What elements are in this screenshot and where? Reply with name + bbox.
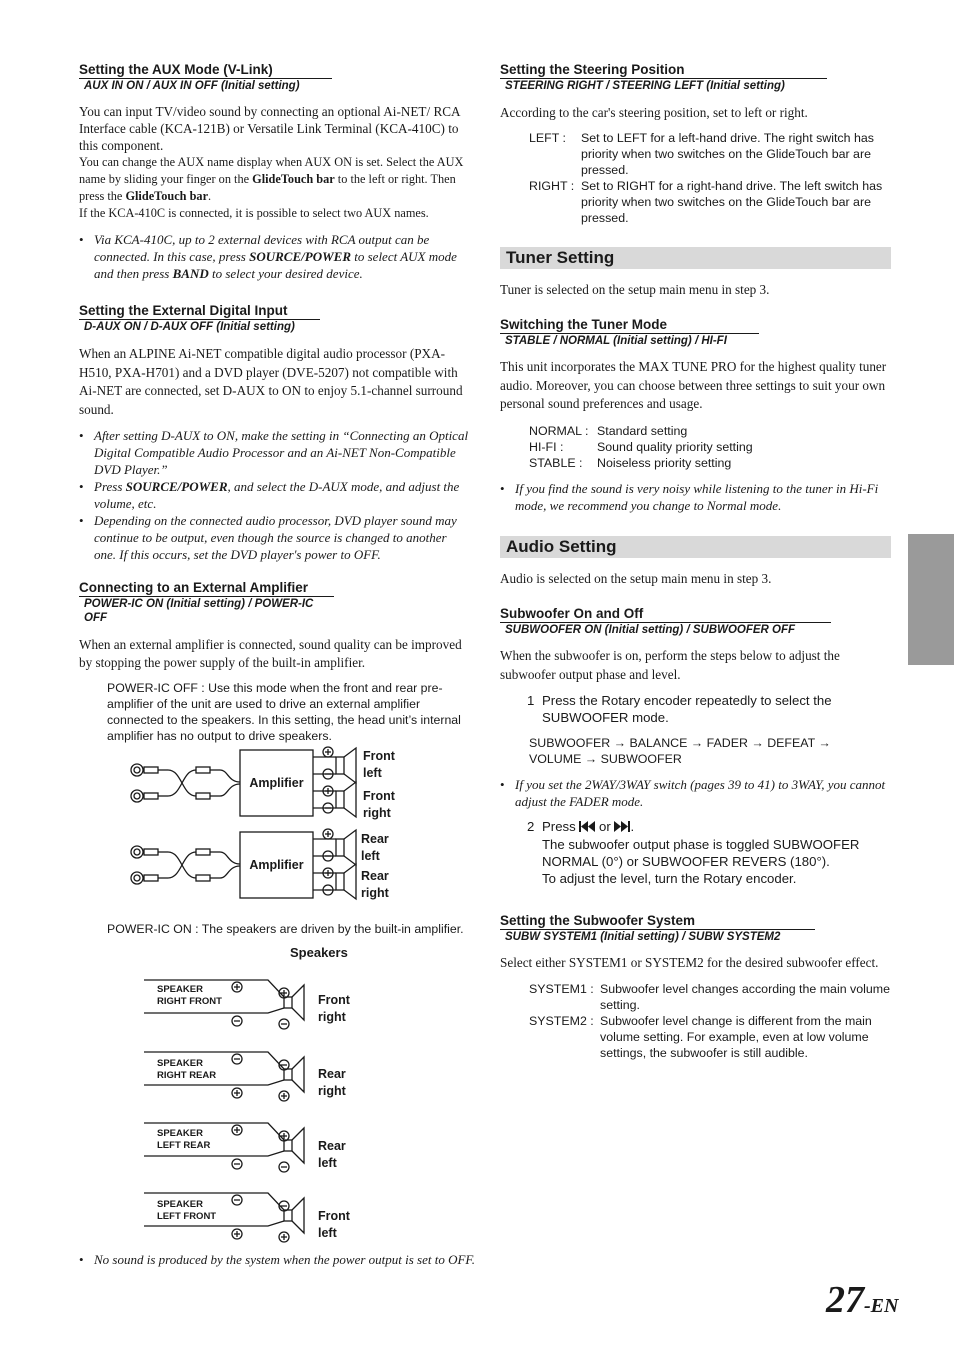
speaker-label-right-rear: SPEAKER RIGHT REAR — [157, 1058, 217, 1081]
rca-plug-icon — [131, 764, 240, 802]
subwoofer-title: Subwoofer On and Off — [500, 606, 644, 621]
subwoofer-system-paragraph: Select either SYSTEM1 or SYSTEM2 for the desired subwoofer effect. — [500, 955, 879, 970]
amp-paragraph: When an external amplifier is connected, sound quality can be improved by stopping the power supply of the built-in amplifier. — [79, 637, 462, 670]
amp-section — [79, 580, 469, 744]
subwoofer-mode-flow: SUBWOOFER → BALANCE → FADER → DEFEAT → VOLUME → SUBWOOFER — [529, 736, 831, 766]
front-right-label: Front right — [363, 789, 395, 820]
rear-left-label: Rear left — [361, 832, 389, 863]
power-ic-off-desc: POWER-IC OFF : Use this mode when the front and rear pre-amplifier of the unit are used to drive an external amplifier connected to the speakers. In this setting, the head unit’s internal amplifier has no output to drive speakers. — [107, 681, 461, 743]
subwoofer-subtitle: SUBWOOFER ON (Initial setting) / SUBWOOFER OFF — [500, 622, 831, 637]
amplifier-label-2: Amplifier — [249, 858, 304, 872]
aux-title: Setting the AUX Mode (V-Link) — [79, 62, 273, 77]
audio-intro: Audio is selected on the setup main menu in step 3. — [500, 571, 772, 586]
rear-right-label: Rear right — [361, 869, 389, 900]
daux-paragraph: When an ALPINE Ai-NET compatible digital audio processor (PXA-H510, PXA-H701) and a DVD player (DVE-5207) not compatible with Ai-NET are connected, set D-AUX to ON to enjoy 5.1-channel surround sound. — [79, 346, 463, 417]
subwoofer-step-2-level: To adjust the level, turn the Rotary encoder. — [542, 871, 797, 886]
subwoofer-note: • If you set the 2WAY/3WAY switch (pages 39 to 41) to 3WAY, you cannot adjust the FADER mode. — [500, 776, 892, 810]
speaker-label-right-front: SPEAKER RIGHT FRONT — [157, 984, 222, 1007]
tuner-intro: Tuner is selected on the setup main menu in step 3. — [500, 282, 770, 297]
daux-note-1: • After setting D-AUX to ON, make the setting in “Connecting an Optical Digital Compatible Audio Processor and an Ai-NET Non-Compatible DVD Player.” — [79, 427, 469, 478]
tuner-mode-section — [500, 317, 892, 514]
tuner-mode-paragraph: This unit incorporates the MAX TUNE PRO for the highest quality tuner audio. Moreover, you can choose between three settings to suit your own personal sound preferences and usage. — [500, 359, 887, 411]
previous-track-icon — [579, 819, 595, 836]
daux-note-3: • Depending on the connected audio processor, DVD player sound may continue to be output, even though the source is changed to another one. If this occurs, set the DVD player's power to OFF. — [79, 512, 469, 563]
amplifier-label-1: Amplifier — [249, 776, 304, 790]
tuner-mode-subtitle: STABLE / NORMAL (Initial setting) / HI-FI — [500, 333, 759, 348]
aux-paragraph-2: You can change the AUX name display when AUX ON is set. Select the AUX name by sliding your finger on the GlideTouch bar to the left or right. Then press the GlideTouch bar. — [79, 155, 464, 203]
tuner-stable-term: STABLE : Noiseless priority setting — [529, 455, 732, 470]
subwoofer-system-title: Setting the Subwoofer System — [500, 913, 696, 928]
tuner-mode-title: Switching the Tuner Mode — [500, 317, 667, 332]
daux-subtitle: D-AUX ON / D-AUX OFF (Initial setting) — [79, 319, 320, 334]
system1-term: SYSTEM1 : Subwoofer level changes according the main volume setting. — [529, 981, 890, 1012]
speaker-text-rear-left: Rear left — [318, 1139, 346, 1170]
steering-title: Setting the Steering Position — [500, 62, 685, 77]
audio-setting-heading: Audio Setting — [500, 536, 891, 558]
subwoofer-step-2: 2 Press or . The subwoofer output phase is toggled SUBWOOFER NORMAL (0°) or SUBWOOFER REVERS (180°). To adjust the level, turn the Rotary encoder. — [500, 818, 892, 887]
speaker-label-left-front: SPEAKER LEFT FRONT — [157, 1199, 217, 1222]
next-track-icon — [614, 819, 630, 836]
subwoofer-system-section — [500, 913, 892, 1061]
system2-term: SYSTEM2 : Subwoofer level change is different from the main volume setting. For example, even at low volume settings, the subwoofer is still audible. — [529, 1013, 872, 1060]
section-tab — [908, 534, 954, 665]
aux-note: • Via KCA-410C, up to 2 external devices with RCA output can be connected. In this case, press SOURCE/POWER to select AUX mode and then press BAND to select your desired device. — [79, 231, 469, 282]
steering-right-term: RIGHT : Set to RIGHT for a right-hand drive. The left switch has priority when two switches on the GlideTouch bar are pressed. — [529, 179, 883, 225]
speaker-text-front-left: Front left — [318, 1209, 350, 1240]
power-ic-on-desc: POWER-IC ON : The speakers are driven by the built-in amplifier. — [107, 922, 464, 936]
amp-title: Connecting to an External Amplifier — [79, 580, 309, 595]
steering-subtitle: STEERING RIGHT / STEERING LEFT (Initial setting) — [500, 78, 827, 93]
subwoofer-section — [500, 606, 892, 887]
amp-note: • No sound is produced by the system when the power output is set to OFF. — [79, 1251, 486, 1268]
aux-paragraph-3: If the KCA-410C is connected, it is possible to select two AUX names. — [79, 206, 429, 220]
steering-paragraph: According to the car's steering position, set to left or right. — [500, 105, 808, 120]
steering-left-term: LEFT : Set to LEFT for a left-hand drive. The right switch has priority when two switches on the GlideTouch bar are pressed. — [529, 131, 874, 177]
daux-section — [79, 303, 469, 563]
subwoofer-system-subtitle: SUBW SYSTEM1 (Initial setting) / SUBW SYSTEM2 — [500, 929, 815, 944]
speaker-label-left-rear: SPEAKER LEFT REAR — [157, 1128, 211, 1151]
speaker-text-rear-right: Rear right — [318, 1067, 346, 1098]
aux-subtitle: AUX IN ON / AUX IN OFF (Initial setting) — [79, 78, 332, 93]
daux-note-2: • Press SOURCE/POWER, and select the D-AUX mode, and adjust the volume, etc. — [79, 478, 469, 512]
subwoofer-step-1: 1 Press the Rotary encoder repeatedly to select the SUBWOOFER mode. — [527, 693, 832, 725]
speaker-text-front-right: Front right — [318, 993, 350, 1024]
subwoofer-step-2-detail: The subwoofer output phase is toggled SUBWOOFER NORMAL (0°) or SUBWOOFER REVERS (180°). — [542, 837, 860, 869]
tuner-normal-term: NORMAL : Standard setting — [529, 423, 688, 438]
tuner-note: • If you find the sound is very noisy while listening to the tuner in Hi-Fi mode, we recommend you change to Normal mode. — [500, 480, 892, 514]
tuner-setting-heading: Tuner Setting — [500, 247, 891, 269]
daux-title: Setting the External Digital Input — [79, 303, 288, 318]
amp-subtitle: POWER-IC ON (Initial setting) / POWER-IC OFF — [79, 596, 334, 625]
aux-paragraph-1: You can input TV/video sound by connecting an optional Ai-NET/ RCA Interface cable (KCA-121B) or Versatile Link Terminal (KCA-410C) to this component. — [79, 104, 460, 153]
tuner-hifi-term: HI-FI : Sound quality priority setting — [529, 439, 753, 454]
aux-section — [79, 62, 469, 282]
front-left-label: Front left — [363, 749, 395, 780]
subwoofer-paragraph: When the subwoofer is on, perform the steps below to adjust the subwoofer output phase and level. — [500, 648, 840, 682]
steering-section — [500, 62, 892, 226]
page-number: 27-EN — [826, 1279, 899, 1321]
speakers-title: Speakers — [290, 945, 348, 960]
